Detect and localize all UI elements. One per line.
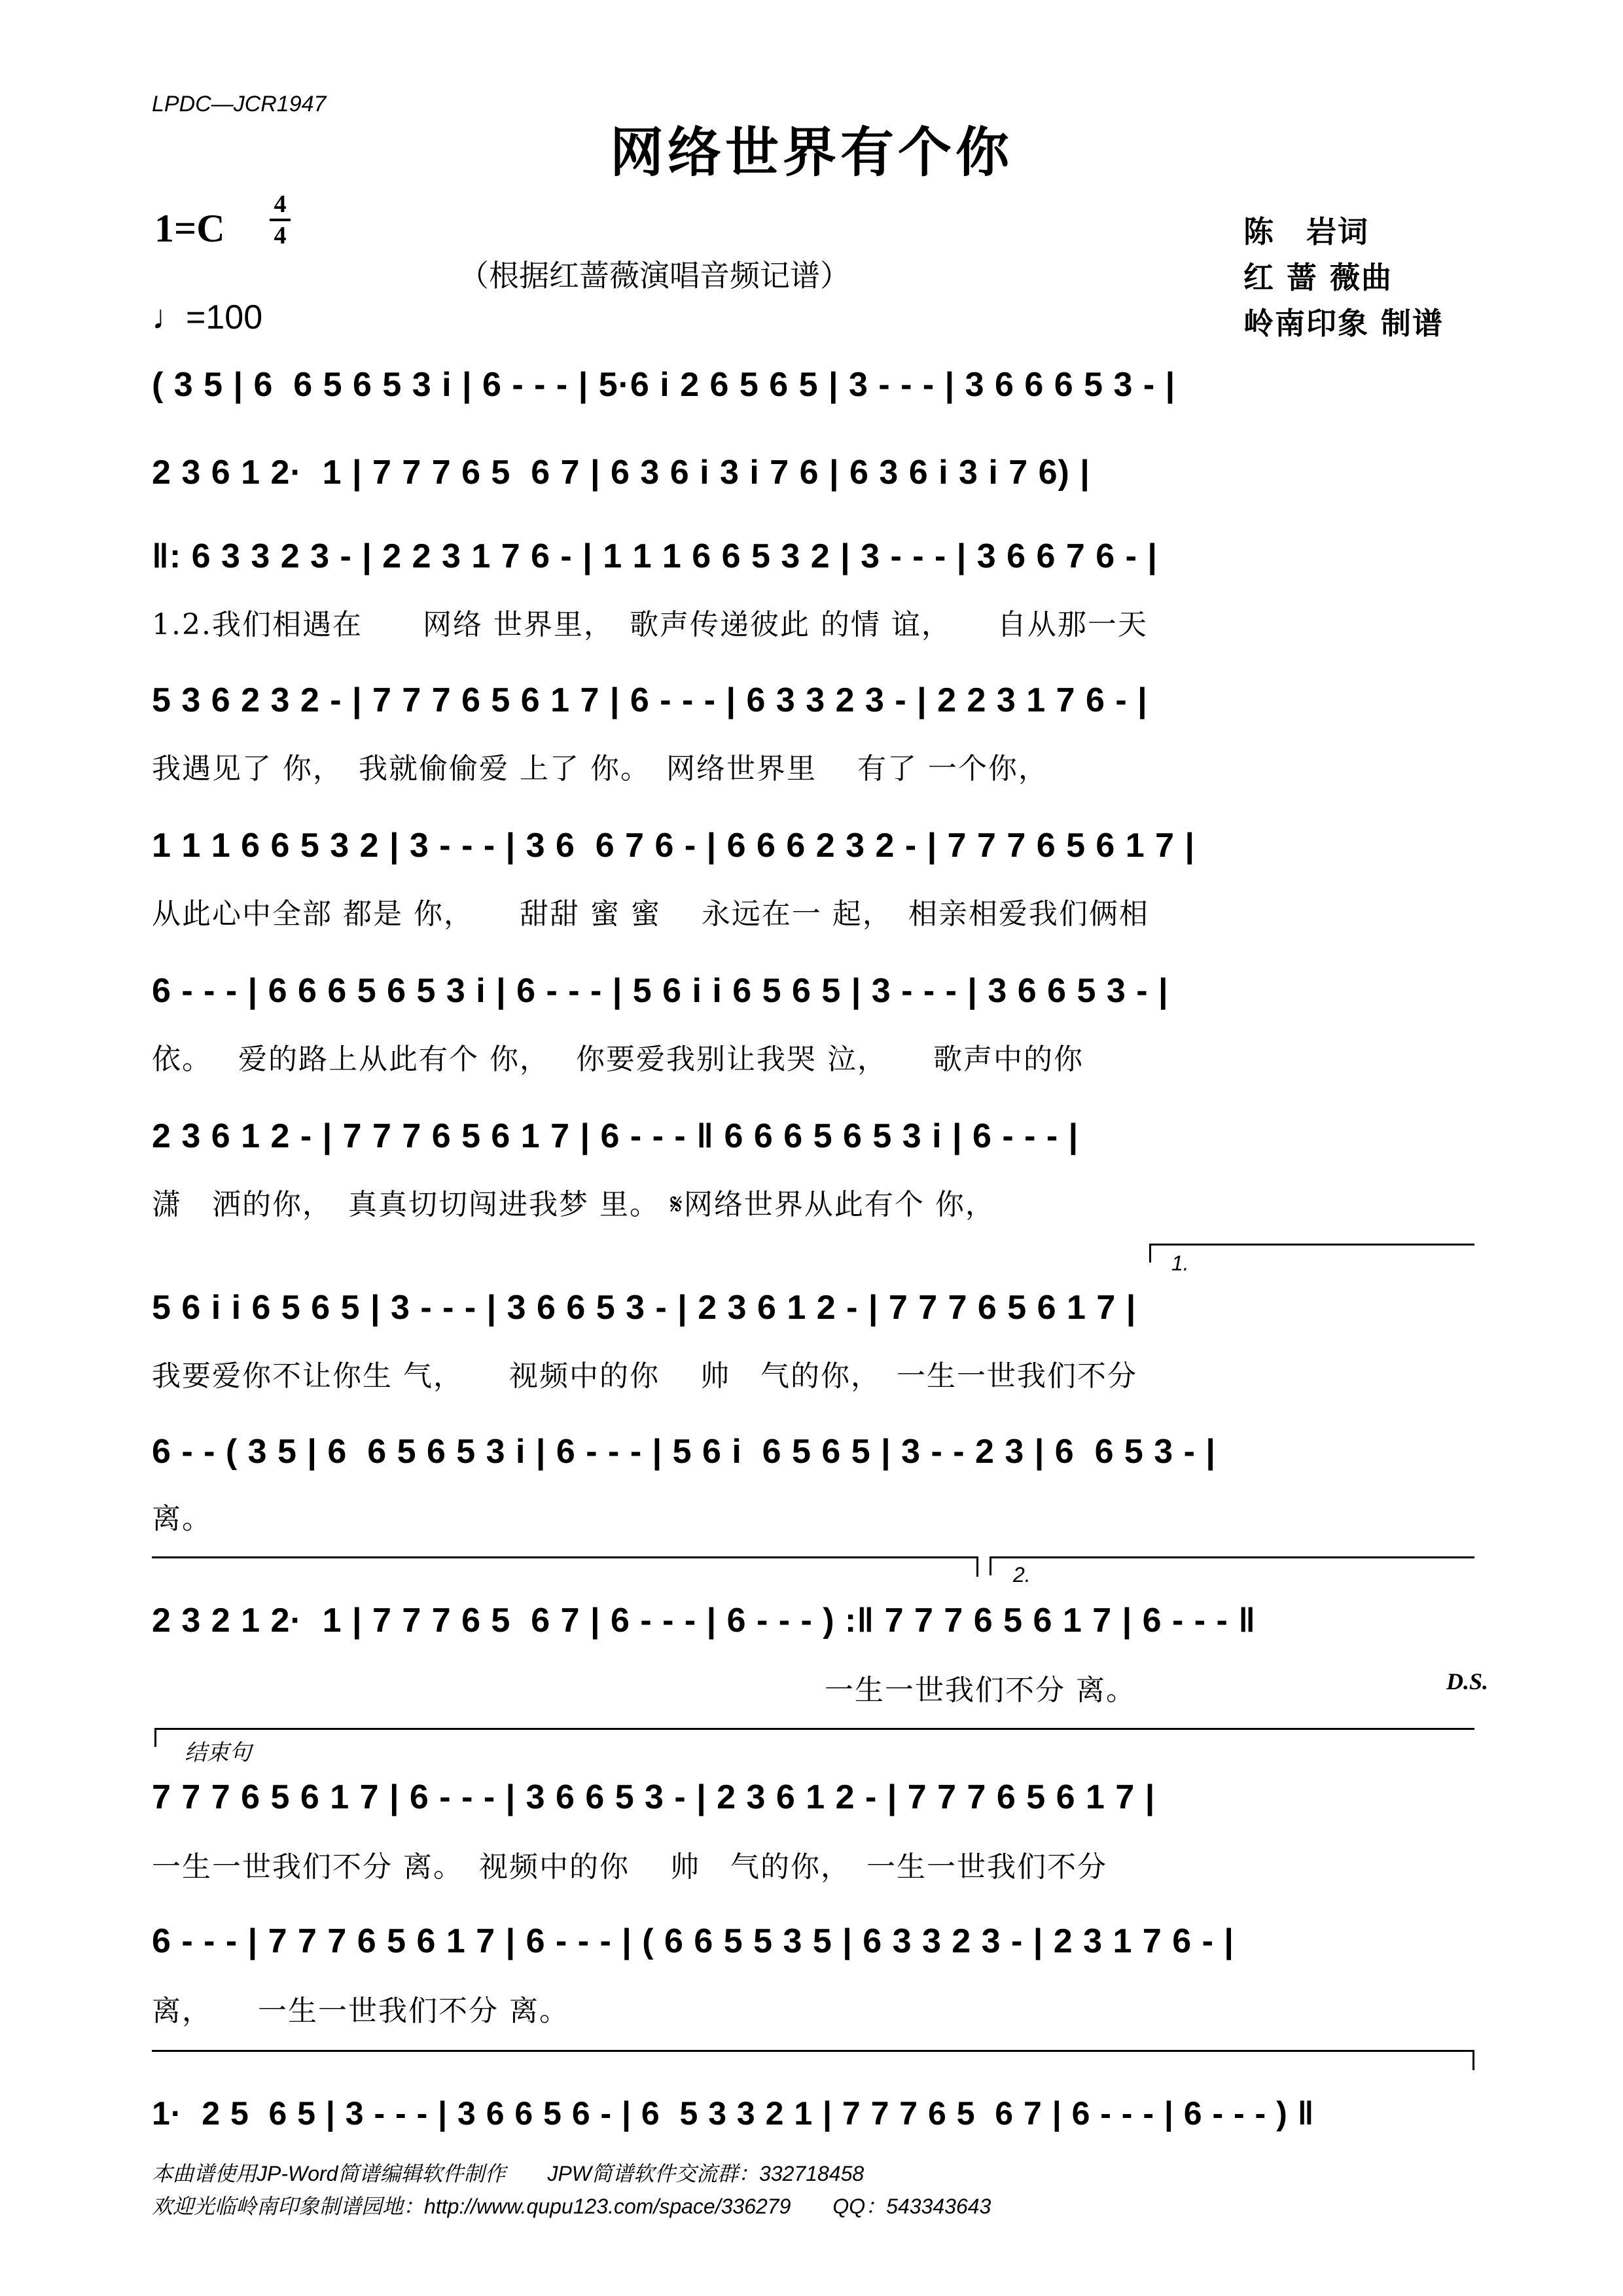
footer-line-1: 本曲谱使用JP-Word简谱编辑软件制作 JPW简谱软件交流群：332718458 [152,2162,865,2185]
footer-line-2: 欢迎光临岭南印象制谱园地：http://www.qupu123.com/space/336279 QQ：543343643 [152,2195,991,2218]
music-system-10: 2 3 2 1 2· 1 | 7 7 7 6 5 6 7 | 6 - - - | 6 - - - ) :‖ 7 7 7 6 5 6 1 7 | 6 - - - ‖ [152,1602,1257,1640]
meter-bar [270,219,291,221]
lyrics-line-3: 1.2.我们相遇在 网络 世界里， 歌声传递彼此 的情 谊， 自从那一天 [152,608,1148,641]
lyricist-credit: 陈 岩词 [1243,214,1369,249]
final-section-bracket [152,2050,1474,2070]
lyrics-line-4: 我遇见了 你， 我就偷偷爱 上了 你。 网络世界里 有了 一个你， [152,752,1048,785]
lyrics-line-6: 依。 爱的路上从此有个 你， 你要爱我别让我哭 泣， 歌声中的你 [152,1043,1084,1076]
music-system-11: 7 7 7 6 5 6 1 7 | 6 - - - | 3 6 6 5 3 - | 2 3 6 1 2 - | 7 7 7 6 5 6 1 7 | [152,1778,1156,1816]
score-code: LPDC—JCR1947 [152,92,327,117]
music-system-2: 2 3 6 1 2· 1 | 7 7 7 6 5 6 7 | 6 3 6 i 3 i 7 6 | 6 3 6 i 3 i 7 6) | [152,454,1090,492]
lyrics-line-7: 潇 洒的你， 真真切切闯进我梦 里。 𝄋网络世界从此有个 你， [152,1188,995,1221]
coda-bracket [154,1728,1474,1747]
meter-bottom: 4 [274,222,287,249]
volta-1-end-bracket [152,1556,978,1577]
music-system-5: 1 1 1 6 6 5 3 2 | 3 - - - | 3 6 6 7 6 - | 6 6 6 2 3 2 - | 7 7 7 6 5 6 1 7 | [152,827,1196,865]
volta-1-bracket [1149,1244,1474,1263]
volta-1-label: 1. [1171,1251,1189,1275]
music-system-8: 5 6 i i 6 5 6 5 | 3 - - - | 3 6 6 5 3 - | 2 3 6 1 2 - | 7 7 7 6 5 6 1 7 | [152,1289,1137,1327]
lyrics-line-5: 从此心中全部 都是 你， 甜甜 蜜 蜜 永远在一 起， 相亲相爱我们俩相 [152,897,1149,931]
composer-credit: 红 蔷 薇曲 [1243,260,1393,295]
coda-label: 结束句 [185,1740,251,1766]
music-system-4: 5 3 6 2 3 2 - | 7 7 7 6 5 6 1 7 | 6 - - - | 6 3 3 2 3 - | 2 2 3 1 7 6 - | [152,681,1148,719]
subtitle: （根据红蔷薇演唱音频记谱） [459,258,850,293]
arranger-credit: 岭南印象 制谱 [1243,306,1444,341]
ds-mark: D.S. [1446,1668,1489,1695]
tempo-mark: ♩=100 [152,298,263,336]
meter-top: 4 [274,190,287,218]
lyrics-line-10: 一生一世我们不分 离。 [152,1674,1136,1707]
key-signature: 1=C [154,207,225,250]
music-system-13: 1· 2 5 6 5 | 3 - - - | 3 6 6 5 6 - | 6 5 3 3 2 1 | 7 7 7 6 5 6 7 | 6 - - - | 6 - - - ) ‖ [152,2095,1315,2132]
lyrics-line-8: 我要爱你不让你生 气， 视频中的你 帅 气的你， 一生一世我们不分 [152,1359,1137,1393]
music-system-6: 6 - - - | 6 6 6 5 6 5 3 i | 6 - - - | 5 6 i i 6 5 6 5 | 3 - - - | 3 6 6 5 3 - | [152,972,1169,1010]
page-title: 网络世界有个你 [609,121,1013,184]
volta-2-bracket [990,1556,1474,1575]
music-system-12: 6 - - - | 7 7 7 6 5 6 1 7 | 6 - - - | ( 6 6 5 5 3 5 | 6 3 3 2 3 - | 2 3 1 7 6 - | [152,1922,1234,1960]
volta-2-label: 2. [1013,1563,1031,1587]
music-system-7: 2 3 6 1 2 - | 7 7 7 6 5 6 1 7 | 6 - - - ‖ 6 6 6 5 6 5 3 i | 6 - - - | [152,1117,1079,1155]
lyrics-line-9: 离。 [152,1502,212,1535]
music-system-1: ( 3 5 | 6 6 5 6 5 3 i | 6 - - - | 5·6 i 2 6 5 6 5 | 3 - - - | 3 6 6 6 5 3 - | [152,366,1176,404]
music-system-3: ‖: 6 3 3 2 3 - | 2 2 3 1 7 6 - | 1 1 1 6 6 5 3 2 | 3 - - - | 3 6 6 7 6 - | [152,537,1158,575]
lyrics-line-11: 一生一世我们不分 离。 视频中的你 帅 气的你， 一生一世我们不分 [152,1850,1107,1884]
time-signature [270,191,291,249]
music-system-9: 6 - - ( 3 5 | 6 6 5 6 5 3 i | 6 - - - | 5 6 i 6 5 6 5 | 3 - - 2 3 | 6 6 5 3 - | [152,1433,1216,1471]
lyrics-line-12: 离， 一生一世我们不分 离。 [152,1994,569,2028]
